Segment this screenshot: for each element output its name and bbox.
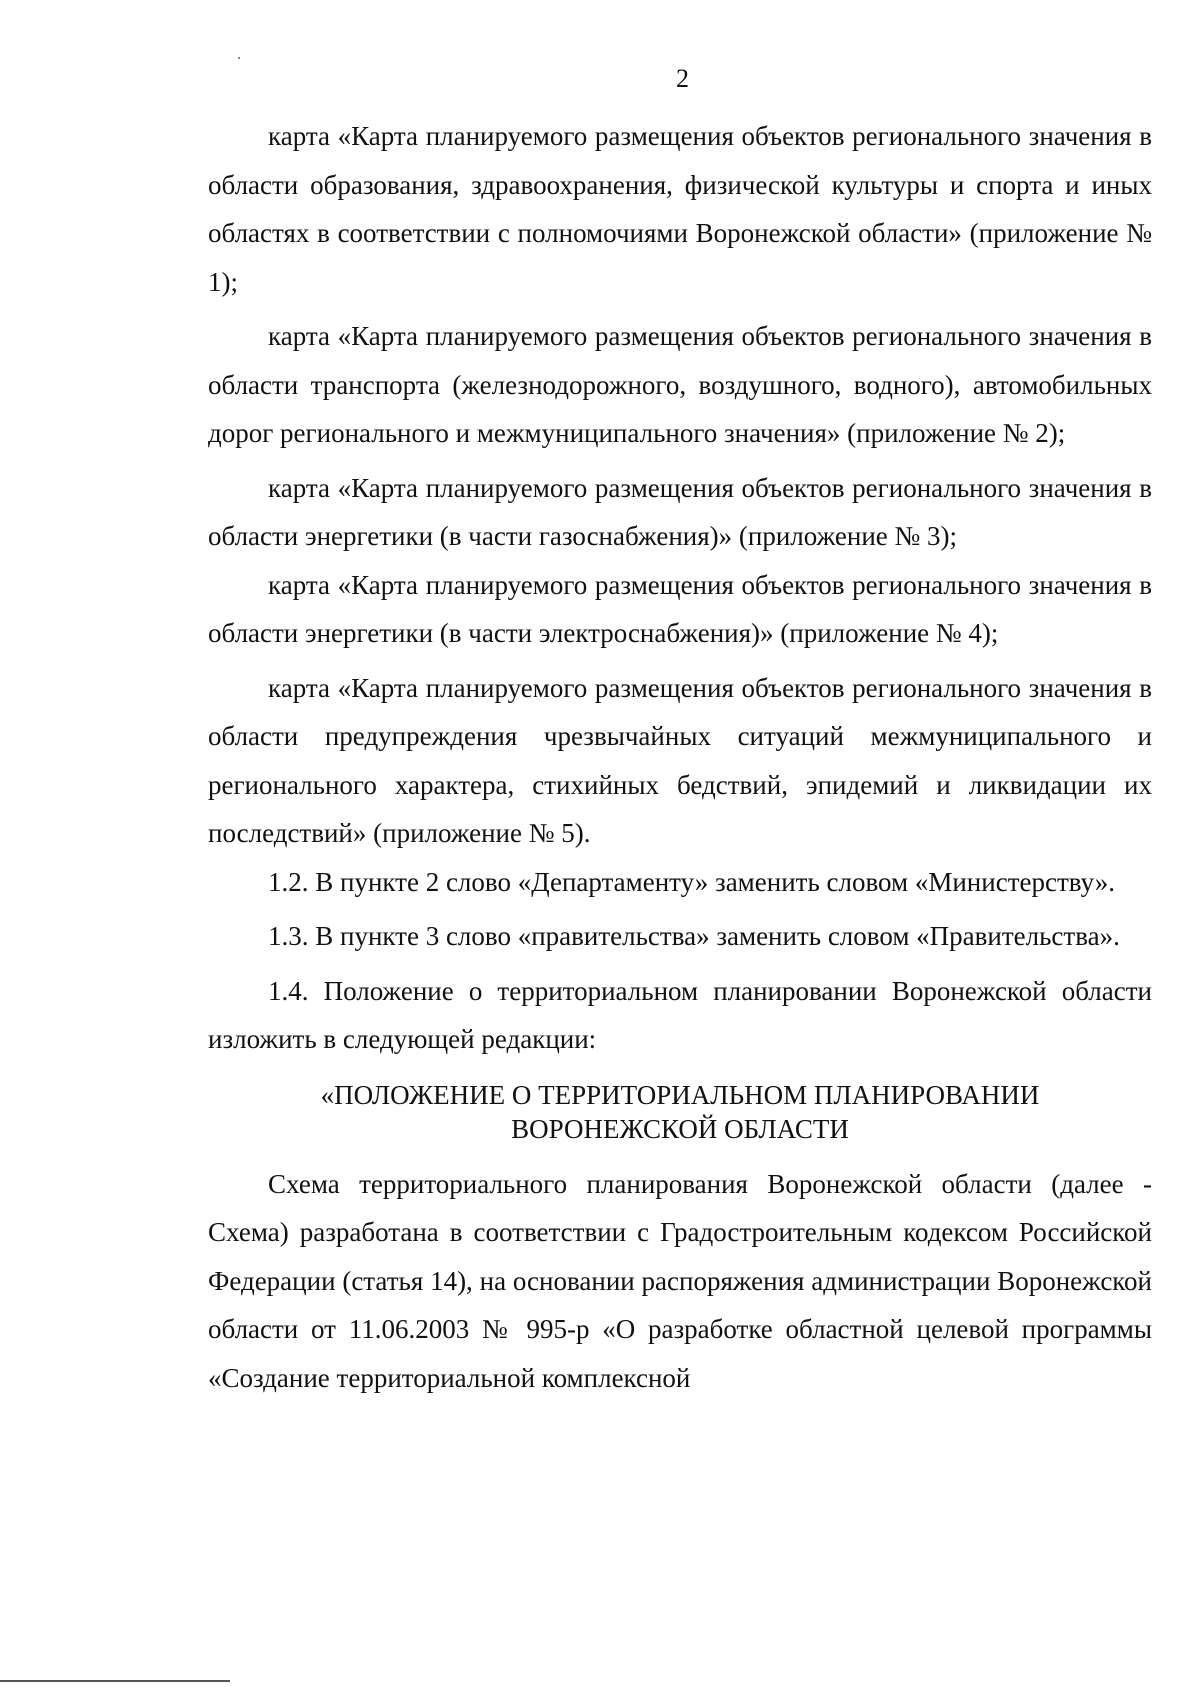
section-heading [208, 1078, 1152, 1146]
scan-speck [238, 57, 240, 59]
paragraph-map-education: карта «Карта планируемого размещения объектов регионального значения в области образования, здравоохранения, физической культуры и спорта и иных областях в соответствии с полномочиями Воронежской области» (приложение № 1); [208, 121, 1152, 297]
paragraph-item-1-4: 1.4. Положение о территориальном планировании Воронежской области изложить в следующей редакции: [208, 975, 1152, 1054]
paragraph-item-1-2: 1.2. В пункте 2 слово «Департаменту» заменить словом «Министерству». [268, 866, 1116, 897]
paragraph-map-emergency: карта «Карта планируемого размещения объектов регионального значения в области предупреждения чрезвычайных ситуаций межмуниципального и регионального характера, стихийных бедствий, эпидемий и ликвидации их последствий» (приложение № 5). [208, 672, 1152, 848]
section-heading-line-1: «ПОЛОЖЕНИЕ О ТЕРРИТОРИАЛЬНОМ ПЛАНИРОВАНИИ [320, 1079, 1040, 1110]
section-heading-line-2: ВОРОНЕЖСКОЙ ОБЛАСТИ [511, 1113, 849, 1144]
page-number: 2 [676, 64, 689, 93]
document-body [208, 112, 1152, 1402]
paragraph-map-power-supply: карта «Карта планируемого размещения объектов регионального значения в области энергетики (в части электроснабжения)» (приложение № 4); [208, 569, 1152, 648]
paragraph-map-transport: карта «Карта планируемого размещения объектов регионального значения в области транспорта (железнодорожного, воздушного, водного), автомобильных дорог регионального и межмуниципального значения» (приложение № 2); [208, 321, 1152, 448]
paragraph-scheme-intro: Схема территориального планирования Воронежской области (далее - Схема) разработана в соответствии с Градостроительным кодексом Российской Федерации (статья 14), на основании распоряжения администрации Воронежской области от 11.06.2003 № 995-р «О разработке областной целевой программы «Создание территориальной комплексной [208, 1168, 1152, 1393]
paragraph-map-gas-supply: карта «Карта планируемого размещения объектов регионального значения в области энергетики (в части газоснабжения)» (приложение № 3); [208, 472, 1152, 551]
paragraph-item-1-3: 1.3. В пункте 3 слово «правительства» заменить словом «Правительства». [268, 921, 1120, 951]
scan-edge-line [0, 1680, 230, 1682]
